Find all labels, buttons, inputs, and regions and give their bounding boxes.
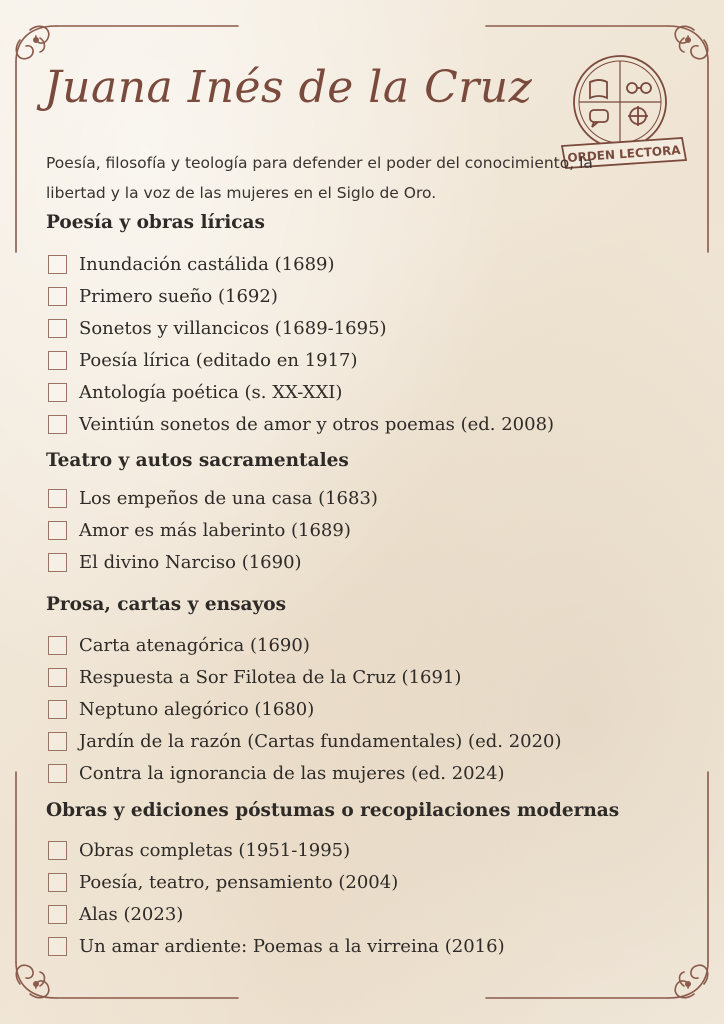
item-label: Alas (2023) [79,903,184,925]
checkbox[interactable] [48,668,67,687]
list-item[interactable] [48,344,554,376]
list-item[interactable] [48,757,562,789]
item-label: Carta atenagórica (1690) [79,634,310,656]
glasses-icon [627,83,651,93]
list-item[interactable] [48,661,562,693]
item-label: Amor es más laberinto (1689) [79,519,351,541]
list-item[interactable] [48,866,505,898]
item-label: Inundación castálida (1689) [79,253,335,275]
compass-icon [628,106,648,126]
list-item[interactable] [48,725,562,757]
checklist-obras [48,834,505,962]
item-label: Primero sueño (1692) [79,285,278,307]
stamp-label: ORDEN LECTORA [566,143,682,165]
item-label: Obras completas (1951-1995) [79,839,351,861]
section-title-prosa: Prosa, cartas y ensayos [46,594,286,615]
list-item[interactable] [48,898,505,930]
item-label: Veintiún sonetos de amor y otros poemas (ed. 2008) [79,413,555,435]
item-label: Antología poética (s. XX-XXI) [79,381,343,403]
list-item[interactable] [48,629,562,661]
list-item[interactable] [48,280,554,312]
checkbox[interactable] [48,255,67,274]
checkbox[interactable] [48,287,67,306]
intro-text: Poesía, filosofía y teología para defender el poder del conocimiento, la libertad y la voz de las mujeres en el Siglo de Oro. [46,154,593,202]
item-label: Respuesta a Sor Filotea de la Cruz (1691) [79,666,462,688]
item-label: Poesía, teatro, pensamiento (2004) [79,871,399,893]
list-item[interactable] [48,376,554,408]
checkbox[interactable] [48,489,67,508]
list-item[interactable] [48,546,378,578]
list-item[interactable] [48,482,378,514]
list-item[interactable] [48,514,378,546]
checkbox[interactable] [48,905,67,924]
item-label: El divino Narciso (1690) [79,551,302,573]
item-label: Poesía lírica (editado en 1917) [79,349,358,371]
checkbox[interactable] [48,764,67,783]
item-label: Sonetos y villancicos (1689-1695) [79,317,387,339]
checkbox[interactable] [48,351,67,370]
checkbox[interactable] [48,415,67,434]
item-label: Neptuno alegórico (1680) [79,698,315,720]
item-label: Jardín de la razón (Cartas fundamentales) (ed. 2020) [79,730,562,752]
page-title: Juana Inés de la Cruz [44,62,533,113]
checkbox[interactable] [48,732,67,751]
checkbox[interactable] [48,636,67,655]
speech-bubble-icon [590,110,608,127]
item-label: Los empeños de una casa (1683) [79,487,378,509]
checkbox[interactable] [48,873,67,892]
open-book-icon [590,80,607,98]
section-title-poesia: Poesía y obras líricas [46,212,265,233]
checkbox[interactable] [48,383,67,402]
item-label: Un amar ardiente: Poemas a la virreina (2016) [79,935,505,957]
list-item[interactable] [48,408,554,440]
checkbox[interactable] [48,841,67,860]
checkbox[interactable] [48,521,67,540]
list-item[interactable] [48,834,505,866]
item-label: Contra la ignorancia de las mujeres (ed. 2024) [79,762,505,784]
section-title-teatro: Teatro y autos sacramentales [46,450,349,471]
list-item[interactable] [48,312,554,344]
checkbox[interactable] [48,700,67,719]
checklist-prosa [48,629,562,789]
list-item[interactable] [48,930,505,962]
list-item[interactable] [48,248,554,280]
section-title-obras: Obras y ediciones póstumas o recopilaciones modernas [46,800,620,821]
checkbox[interactable] [48,553,67,572]
list-item[interactable] [48,693,562,725]
checkbox[interactable] [48,319,67,338]
checkbox[interactable] [48,937,67,956]
checklist-teatro [48,482,378,578]
checklist-poesia [48,248,554,440]
